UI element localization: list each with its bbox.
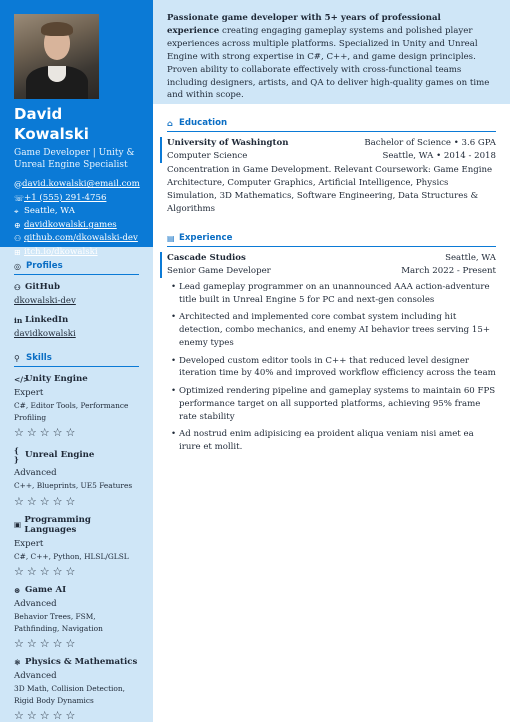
contact-itch[interactable] xyxy=(14,246,139,260)
skill-item xyxy=(14,515,139,579)
star-icon: ☆ xyxy=(65,637,76,650)
star-icon: ☆ xyxy=(14,709,24,722)
skill-title xyxy=(14,374,139,384)
contact-github[interactable] xyxy=(14,232,139,246)
study-area: Computer Science xyxy=(167,151,248,161)
skill-title xyxy=(14,657,139,667)
location-icon: ⌖ xyxy=(14,207,19,217)
skill-rating xyxy=(14,566,139,578)
skill-level: Advanced xyxy=(14,599,57,609)
skill-title xyxy=(14,585,139,595)
star-icon: ☆ xyxy=(65,426,76,439)
education-row-1 xyxy=(167,137,496,150)
highlight-item: • Lead gameplay programmer on an unannounced AAA action-adventure title built in Unreal Engine 5 for PC and next-gen consoles xyxy=(167,281,496,307)
atom-icon: ⚛ xyxy=(14,657,21,667)
contact-website-link[interactable]: davidkowalski.games xyxy=(24,219,117,230)
star-icon: ☆ xyxy=(14,426,24,439)
experience-entry xyxy=(160,252,496,278)
contact-email-link[interactable]: david.kowalski@email.com xyxy=(22,179,140,189)
education-description: Concentration in Game Development. Relevant Coursework: Game Engine Architecture, Computer Graphics, Artificial Intelligence, Physics Simulation, 3D Mathematics, Software Engineering, Data Structures & Algorithms xyxy=(167,165,493,214)
experience-highlights xyxy=(167,281,496,454)
skill-keywords: Behavior Trees, FSM, Pathfinding, Navigation xyxy=(14,612,103,633)
star-icon: ☆ xyxy=(26,709,37,722)
skill-name: Unity Engine xyxy=(25,374,88,384)
experience-heading xyxy=(167,233,496,247)
summary-lead: Passionate game developer with 5+ years of professional experience xyxy=(167,13,441,36)
star-icon: ☆ xyxy=(14,637,24,650)
brain-icon: ⊛ xyxy=(14,585,21,595)
star-icon: ☆ xyxy=(52,426,63,439)
contact-location-text: Seattle, WA xyxy=(24,206,75,217)
degree: Bachelor of Science • 3.6 GPA xyxy=(364,138,496,148)
experience-location: Seattle, WA xyxy=(445,253,496,263)
institution: University of Washington xyxy=(167,138,289,148)
contact-github-link[interactable]: github.com/dkowalski-dev xyxy=(24,233,138,244)
skill-name: Game AI xyxy=(25,585,67,595)
skill-rating xyxy=(14,710,139,722)
sidebar xyxy=(0,0,153,722)
highlight-item: • Architected and implemented core combat system including hit detection, combo mechanics, and enemy AI behavior trees serving 15+ enemy types xyxy=(167,311,496,350)
star-icon: ☆ xyxy=(52,637,63,650)
skill-level: Expert xyxy=(14,538,44,549)
candidate-name: David Kowalski xyxy=(14,105,89,143)
skill-level: Expert xyxy=(14,388,44,398)
star-icon: ☆ xyxy=(39,426,50,439)
company: Cascade Studios xyxy=(167,253,246,263)
code-icon: </> xyxy=(14,374,30,384)
terminal-icon: ▣ xyxy=(14,520,22,529)
contact-itch-link[interactable]: itch.io/dkowalski xyxy=(24,246,98,257)
profile-network: LinkedIn xyxy=(25,315,69,325)
profiles-heading-text: Profiles xyxy=(26,261,63,271)
experience-heading-text: Experience xyxy=(179,233,233,243)
linkedin-icon: in xyxy=(14,315,23,325)
star-icon: ☆ xyxy=(52,709,63,722)
star-icon: ☆ xyxy=(26,494,37,508)
education-heading xyxy=(167,118,496,132)
education-heading-text: Education xyxy=(179,118,228,128)
profile-network: GitHub xyxy=(25,282,60,292)
contact-website[interactable] xyxy=(14,219,139,233)
skill-rating xyxy=(14,496,139,508)
chat-icon: ◎ xyxy=(14,261,21,271)
profile-username-link[interactable]: davidkowalski xyxy=(14,329,76,339)
summary-text: creating engaging gameplay systems and polished player experiences across multiple platforms. Specialized in Unity and Unreal Engine with strong expertise in C#, C++, and game design principles. Proven ability to collaborate effectively with cross-functional teams including designers, artists, and QA to deliver high-quality games on time and within scope. xyxy=(167,25,490,101)
contact-phone-link[interactable]: +1 (555) 291-4756 xyxy=(24,192,107,203)
skill-keywords: C#, C++, Python, HLSL/GLSL xyxy=(14,551,129,561)
position: Senior Game Developer xyxy=(167,266,271,276)
runner-icon: ⚲ xyxy=(14,353,20,363)
skill-item xyxy=(14,446,139,508)
profile-item-github xyxy=(14,282,139,292)
skill-rating xyxy=(14,638,139,650)
skill-level: Advanced xyxy=(14,468,57,478)
skills-heading xyxy=(14,353,139,367)
contact-list xyxy=(14,178,139,260)
phone-icon: ☏ xyxy=(14,193,25,203)
globe-icon: ⊕ xyxy=(14,220,21,230)
skill-keywords: C#, Editor Tools, Performance Profiling xyxy=(14,401,129,422)
experience-row-1 xyxy=(167,252,496,265)
highlight-item: • Ad nostrud enim adipisicing ea proident aliqua veniam nisi amet ea irure et mollit. xyxy=(167,428,496,454)
sidebar-header xyxy=(0,0,153,257)
skill-keywords: C++, Blueprints, UE5 Features xyxy=(14,481,133,490)
experience-date: March 2022 - Present xyxy=(401,266,496,276)
skill-name: Physics & Mathematics xyxy=(25,657,138,667)
profiles-heading xyxy=(14,261,139,275)
star-icon: ☆ xyxy=(65,709,76,722)
star-icon: ☆ xyxy=(65,565,76,578)
star-icon: ☆ xyxy=(52,494,63,508)
star-icon: ☆ xyxy=(52,565,63,578)
at-icon: @ xyxy=(14,180,22,189)
star-icon: ☆ xyxy=(39,565,50,578)
profile-item-linkedin xyxy=(14,315,139,325)
star-icon: ☆ xyxy=(65,494,76,508)
gamepad-icon: ⊞ xyxy=(14,247,21,257)
star-icon: ☆ xyxy=(39,709,50,722)
skill-rating xyxy=(14,427,139,439)
star-icon: ☆ xyxy=(14,565,24,578)
skill-level: Advanced xyxy=(14,671,57,681)
skill-item xyxy=(14,585,139,650)
education-section xyxy=(153,118,510,216)
graduation-cap-icon: ⌂ xyxy=(167,118,173,128)
skill-item xyxy=(14,657,139,722)
highlight-item: • Developed custom editor tools in C++ that reduced level designer iteration time by 40% and improved workflow efficiency across the team xyxy=(167,355,496,381)
star-icon: ☆ xyxy=(39,637,50,650)
education-location-date: Seattle, WA • 2014 - 2018 xyxy=(382,151,496,161)
main-content xyxy=(153,0,510,458)
github-icon: ⚇ xyxy=(14,234,22,244)
skill-title xyxy=(14,515,139,535)
contact-location xyxy=(14,205,139,219)
education-row-2 xyxy=(167,150,496,163)
skill-title xyxy=(14,446,139,464)
contact-phone[interactable] xyxy=(14,192,139,206)
profile-photo xyxy=(14,14,99,99)
experience-section xyxy=(153,233,510,454)
briefcase-icon: ▤ xyxy=(167,233,175,243)
experience-row-2 xyxy=(167,265,496,278)
skills-list xyxy=(14,374,139,722)
braces-icon: { } xyxy=(14,446,19,464)
sidebar-body xyxy=(0,261,153,722)
star-icon: ☆ xyxy=(14,494,24,508)
highlight-item: • Optimized rendering pipeline and gameplay systems to maintain 60 FPS performance target on all supported platforms, achieving 95% frame rate stability xyxy=(167,385,496,424)
skill-item xyxy=(14,374,139,439)
skill-name: Unreal Engine xyxy=(25,450,95,460)
star-icon: ☆ xyxy=(26,637,37,650)
contact-email[interactable] xyxy=(14,178,139,192)
skill-name: Programming Languages xyxy=(24,514,91,535)
skill-keywords: 3D Math, Collision Detection, Rigid Body Dynamics xyxy=(14,684,125,705)
skills-heading-text: Skills xyxy=(26,353,52,363)
candidate-role: Game Developer | Unity & Unreal Engine Specialist xyxy=(14,148,135,170)
github-icon: ⚇ xyxy=(14,282,21,292)
star-icon: ☆ xyxy=(26,565,37,578)
profile-username-link[interactable]: dkowalski-dev xyxy=(14,296,76,306)
star-icon: ☆ xyxy=(26,426,37,439)
education-entry xyxy=(160,137,496,163)
star-icon: ☆ xyxy=(39,494,50,508)
summary xyxy=(153,0,510,104)
